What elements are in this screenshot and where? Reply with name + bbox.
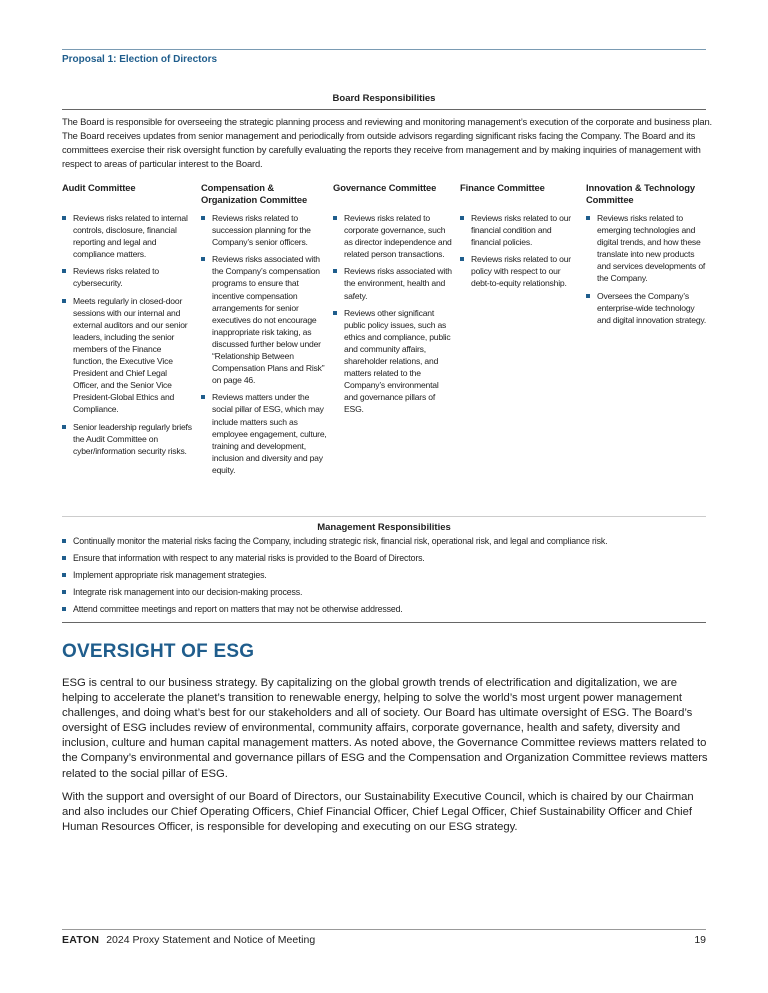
committee-innovation: [586, 182, 708, 331]
divider: [62, 109, 706, 110]
list-item: Reviews risks related to emerging technologies and digital trends, and how these translate into new products and services developments of the Company.: [586, 212, 708, 285]
committee-heading: Finance Committee: [460, 182, 545, 193]
list-item: Oversees the Company’s enterprise-wide technology and digital innovation strategy.: [586, 290, 708, 326]
list-item: Reviews risks related to cybersecurity.: [62, 265, 192, 289]
committee-audit: [62, 182, 192, 462]
management-responsibilities-title: Management Responsibilities: [317, 522, 451, 533]
committee-heading: Innovation & Technology Committee: [586, 182, 695, 205]
list-item: Reviews other significant public policy issues, such as ethics and compliance, public and community affairs, shareholder relations, and matters related to the Company’s environmental and governance pillars of ESG.: [333, 307, 453, 416]
list-item: Reviews matters under the social pillar of ESG, which may include matters such as employee engagement, culture, training and development, inclusion and diversity and pay equity.: [201, 391, 328, 476]
divider: [62, 516, 706, 517]
list-item: Ensure that information with respect to any material risks is provided to the Board of Directors.: [62, 552, 706, 564]
footer-rule: [62, 929, 706, 930]
list-item: Integrate risk management into our decision-making process.: [62, 586, 706, 598]
esg-paragraph: With the support and oversight of our Board of Directors, our Sustainability Executive Council, which is chaired by our Chairman and also includes our Chief Operating Officers, Chief Financial Officer, Chief Legal Officer, Chief Sustainability Officer and Chief Human Resources Officer, is responsible for developing and executing on our ESG strategy.: [62, 790, 694, 833]
esg-paragraph: ESG is central to our business strategy. By capitalizing on the global growth trends of electrification and digitalization, we are helping to accelerate the planet’s transition to renewable energy, helping to solve the world’s most urgent power management challenges, and doing what’s best for our stakeholders and all of society. Our Board has ultimate oversight of ESG. The Board’s oversight of ESG includes review of environmental, community affairs, corporate governance, health and safety, diversity and inclusion, culture and human capital management matters. As noted above, the Governance Committee reviews matters related to the Company’s environmental and governance pillars of ESG and the Compensation and Organization Committee reviews matters related to the social pillar of ESG.: [62, 677, 708, 780]
list-item: Reviews risks related to our policy with respect to our debt-to-equity relationship.: [460, 253, 580, 289]
section-label: Proposal 1: Election of Directors: [62, 54, 218, 65]
committee-finance: [460, 182, 580, 295]
esg-heading: OVERSIGHT OF ESG: [62, 641, 255, 662]
committee-heading: Audit Committee: [62, 182, 136, 193]
divider: [62, 622, 706, 623]
list-item: Meets regularly in closed-door sessions with our internal and external auditors and our senior leaders, including the senior members of the Finance function, the Executive Vice President and Chief Legal Officer, and the Senior Vice President-Global Ethics and Compliance.: [62, 295, 192, 416]
esg-body: [62, 676, 712, 843]
list-item: Reviews risks related to corporate governance, such as director independence and related person transactions.: [333, 212, 453, 260]
list-item: Implement appropriate risk management strategies.: [62, 569, 706, 581]
management-responsibilities-list: [62, 535, 706, 619]
committee-governance: [333, 182, 453, 421]
committee-compensation: [201, 182, 328, 481]
list-item: Reviews risks related to our financial condition and financial policies.: [460, 212, 580, 248]
list-item: Reviews risks associated with the Company’s compensation programs to ensure that incentive compensation arrangements for senior executives do not encourage inappropriate risk taking, as discussed further below under “Relationship Between Compensation Plans and Risk” on page 46.: [201, 253, 328, 386]
board-responsibilities-text: The Board is responsible for overseeing the strategic planning process and reviewing and monitoring management’s execution of the corporate and business plan. The Board receives updates from senior management and periodically from outside advisors regarding significant risks facing the Company. The Board and its committees exercise their risk oversight function by carefully evaluating the reports they receive from management and by making inquiries of management with respect to areas of particular interest to the Board.: [62, 116, 712, 169]
list-item: Senior leadership regularly briefs the Audit Committee on cyber/information security risks.: [62, 421, 192, 457]
list-item: Continually monitor the material risks facing the Company, including strategic risk, financial risk, operational risk, and legal and compliance risk.: [62, 535, 706, 547]
document-title: 2024 Proxy Statement and Notice of Meeting: [106, 934, 316, 946]
list-item: Reviews risks related to internal controls, disclosure, financial reporting and legal and compliance matters.: [62, 212, 192, 260]
board-responsibilities-title: Board Responsibilities: [332, 93, 436, 104]
page-number: 19: [694, 934, 706, 946]
list-item: Reviews risks associated with the environment, health and safety.: [333, 265, 453, 301]
list-item: Attend committee meetings and report on matters that may not be otherwise addressed.: [62, 603, 706, 615]
committee-heading: Compensation & Organization Committee: [201, 182, 308, 205]
list-item: Reviews risks related to succession planning for the Company’s senior officers.: [201, 212, 328, 248]
footer: [62, 934, 706, 946]
top-rule: [62, 49, 706, 50]
brand-logo: EATON: [62, 934, 100, 946]
committee-heading: Governance Committee: [333, 182, 437, 193]
